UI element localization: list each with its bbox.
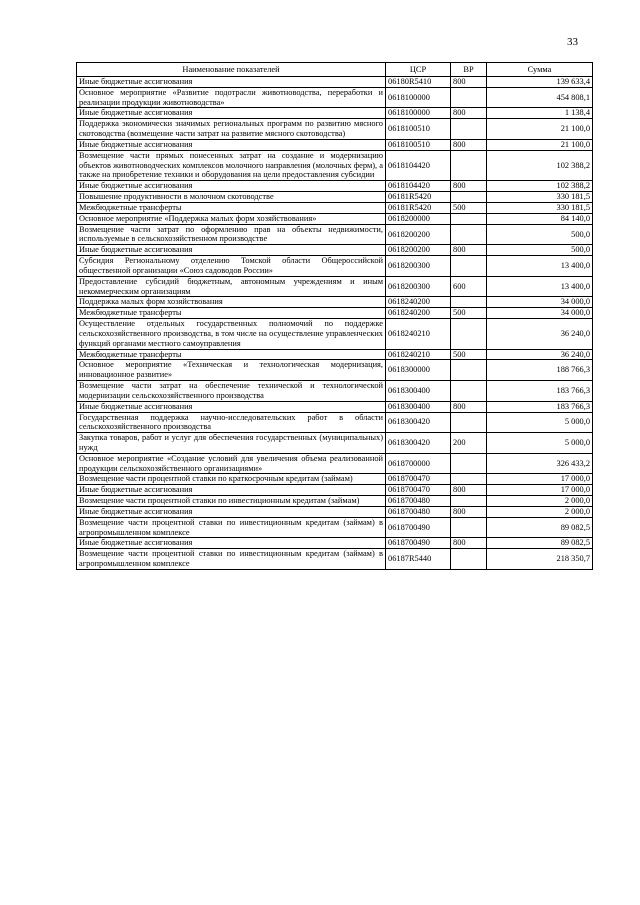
row-sum: 326 433,2	[487, 453, 593, 474]
row-sum: 454 808,1	[487, 87, 593, 108]
table-row	[77, 319, 593, 349]
row-vr	[451, 213, 487, 224]
row-name: Иные бюджетные ассигнования	[77, 108, 386, 119]
row-sum: 2 000,0	[487, 496, 593, 507]
table-row	[77, 517, 593, 538]
row-sum: 218 350,7	[487, 549, 593, 570]
row-vr	[451, 549, 487, 570]
row-name: Возмещение части затрат по оформлению прав на объекты недвижимости, используемые в сельскохозяйственном производстве	[77, 224, 386, 245]
row-csr: 0618300420	[386, 433, 451, 454]
row-sum: 188 766,3	[487, 360, 593, 381]
row-name: Межбюджетные трансферты	[77, 349, 386, 360]
row-name: Иные бюджетные ассигнования	[77, 401, 386, 412]
table-row	[77, 202, 593, 213]
row-csr: 0618240200	[386, 308, 451, 319]
table-row	[77, 150, 593, 180]
table-row	[77, 496, 593, 507]
row-vr	[451, 360, 487, 381]
table-row	[77, 506, 593, 517]
row-vr	[451, 119, 487, 140]
table-body	[77, 77, 593, 570]
table-row	[77, 108, 593, 119]
table-row	[77, 139, 593, 150]
row-name: Возмещение части процентной ставки по краткосрочным кредитам (займам)	[77, 474, 386, 485]
row-name: Иные бюджетные ассигнования	[77, 181, 386, 192]
row-csr: 0618100000	[386, 108, 451, 119]
row-vr	[451, 256, 487, 277]
table-row	[77, 276, 593, 297]
row-csr: 06181R5420	[386, 202, 451, 213]
row-csr: 0618240210	[386, 319, 451, 349]
row-name: Иные бюджетные ассигнования	[77, 245, 386, 256]
row-sum: 17 000,0	[487, 474, 593, 485]
row-vr	[451, 319, 487, 349]
row-name: Возмещение части затрат на обеспечение технической и технологической модернизации сельскохозяйственного производства	[77, 381, 386, 402]
table-row	[77, 213, 593, 224]
row-csr: 0618200300	[386, 256, 451, 277]
row-vr: 600	[451, 276, 487, 297]
row-name: Поддержка малых форм хозяйствования	[77, 297, 386, 308]
row-sum: 330 181,5	[487, 192, 593, 203]
row-vr: 500	[451, 308, 487, 319]
row-csr: 0618200000	[386, 213, 451, 224]
row-csr: 0618700490	[386, 538, 451, 549]
row-vr	[451, 453, 487, 474]
row-name: Иные бюджетные ассигнования	[77, 538, 386, 549]
table-row	[77, 245, 593, 256]
header-sum: Сумма	[487, 63, 593, 77]
row-sum: 34 000,0	[487, 297, 593, 308]
header-csr: ЦСР	[386, 63, 451, 77]
table-row	[77, 192, 593, 203]
row-sum: 36 240,0	[487, 319, 593, 349]
row-csr: 0618100000	[386, 87, 451, 108]
row-name: Субсидия Региональному отделению Томской области Общероссийской общественной организации «Союз садоводов России»	[77, 256, 386, 277]
row-vr: 800	[451, 181, 487, 192]
row-csr: 0618100510	[386, 119, 451, 140]
table-row	[77, 119, 593, 140]
row-name: Основное мероприятие «Создание условий для увеличения объема реализованной продукции сельскохозяйственного организациями»	[77, 453, 386, 474]
row-vr	[451, 412, 487, 433]
row-csr: 0618700470	[386, 474, 451, 485]
row-vr: 800	[451, 485, 487, 496]
row-vr: 500	[451, 202, 487, 213]
row-csr: 0618200200	[386, 245, 451, 256]
row-vr: 800	[451, 108, 487, 119]
row-vr	[451, 474, 487, 485]
row-csr: 06181R5420	[386, 192, 451, 203]
row-csr: 0618200300	[386, 276, 451, 297]
row-sum: 102 388,2	[487, 181, 593, 192]
row-name: Государственная поддержка научно-исследовательских работ в области сельскохозяйственного производства	[77, 412, 386, 433]
row-sum: 21 100,0	[487, 139, 593, 150]
row-sum: 36 240,0	[487, 349, 593, 360]
row-name: Возмещение части процентной ставки по инвестиционным кредитам (займам) в агропромышленном комплексе	[77, 517, 386, 538]
table-row	[77, 549, 593, 570]
row-name: Повышение продуктивности в молочном скотоводстве	[77, 192, 386, 203]
table-row	[77, 401, 593, 412]
row-sum: 102 388,2	[487, 150, 593, 180]
row-vr: 800	[451, 401, 487, 412]
row-name: Возмещение части процентной ставки по инвестиционным кредитам (займам)	[77, 496, 386, 507]
row-csr: 0618104420	[386, 150, 451, 180]
row-sum: 330 181,5	[487, 202, 593, 213]
row-csr: 0618700000	[386, 453, 451, 474]
table-row	[77, 77, 593, 88]
row-vr	[451, 297, 487, 308]
row-csr: 0618700480	[386, 496, 451, 507]
row-sum: 84 140,0	[487, 213, 593, 224]
row-csr: 0618104420	[386, 181, 451, 192]
table-row	[77, 453, 593, 474]
row-sum: 5 000,0	[487, 433, 593, 454]
header-name: Наименование показателей	[77, 63, 386, 77]
table-row	[77, 181, 593, 192]
row-name: Иные бюджетные ассигнования	[77, 506, 386, 517]
row-sum: 183 766,3	[487, 401, 593, 412]
row-csr: 0618700470	[386, 485, 451, 496]
row-sum: 5 000,0	[487, 412, 593, 433]
row-csr: 06180R5410	[386, 77, 451, 88]
table-row	[77, 87, 593, 108]
row-vr	[451, 496, 487, 507]
page-number: 33	[567, 36, 578, 48]
row-vr: 800	[451, 77, 487, 88]
row-name: Возмещение части прямых понесенных затрат на создание и модернизацию объектов животноводческих комплексов молочного направления (молочных ферм), а также на приобретение техники и оборудования на цели предоставления субсидии	[77, 150, 386, 180]
row-sum: 500,0	[487, 245, 593, 256]
row-csr: 0618700490	[386, 517, 451, 538]
row-vr	[451, 87, 487, 108]
header-vr: ВР	[451, 63, 487, 77]
row-sum: 89 082,5	[487, 517, 593, 538]
row-csr: 0618240210	[386, 349, 451, 360]
row-vr	[451, 224, 487, 245]
row-vr: 800	[451, 506, 487, 517]
row-vr: 800	[451, 139, 487, 150]
row-vr	[451, 381, 487, 402]
row-sum: 21 100,0	[487, 119, 593, 140]
row-csr: 0618300400	[386, 401, 451, 412]
row-csr: 06187R5440	[386, 549, 451, 570]
table-row	[77, 360, 593, 381]
row-name: Возмещение части процентной ставки по инвестиционным кредитам (займам) в агропромышленном комплексе	[77, 549, 386, 570]
row-vr	[451, 150, 487, 180]
row-sum: 89 082,5	[487, 538, 593, 549]
row-sum: 13 400,0	[487, 256, 593, 277]
row-vr: 800	[451, 538, 487, 549]
table-row	[77, 381, 593, 402]
row-name: Закупка товаров, работ и услуг для обеспечения государственных (муниципальных) нужд	[77, 433, 386, 454]
row-sum: 34 000,0	[487, 308, 593, 319]
row-csr: 0618240200	[386, 297, 451, 308]
table-row	[77, 349, 593, 360]
row-csr: 0618300400	[386, 381, 451, 402]
budget-table	[76, 62, 593, 570]
table-row	[77, 485, 593, 496]
row-csr: 0618200200	[386, 224, 451, 245]
row-name: Поддержка экономически значимых региональных программ по развитию мясного скотоводства (возмещение части затрат на развитие мясного скотоводства)	[77, 119, 386, 140]
table-row	[77, 308, 593, 319]
row-vr: 200	[451, 433, 487, 454]
row-vr: 500	[451, 349, 487, 360]
row-csr: 0618300420	[386, 412, 451, 433]
row-sum: 183 766,3	[487, 381, 593, 402]
row-name: Основное мероприятие «Техническая и технологическая модернизация, инновационное развитие»	[77, 360, 386, 381]
row-sum: 2 000,0	[487, 506, 593, 517]
row-vr	[451, 517, 487, 538]
row-name: Основное мероприятие «Развитие подотрасли животноводства, переработки и реализации продукции животноводства»	[77, 87, 386, 108]
row-csr: 0618100510	[386, 139, 451, 150]
table-row	[77, 297, 593, 308]
row-name: Основное мероприятие «Поддержка малых форм хозяйствования»	[77, 213, 386, 224]
row-sum: 17 000,0	[487, 485, 593, 496]
row-name: Иные бюджетные ассигнования	[77, 139, 386, 150]
row-vr: 800	[451, 245, 487, 256]
table-row	[77, 224, 593, 245]
table-row	[77, 474, 593, 485]
row-csr: 0618700480	[386, 506, 451, 517]
row-sum: 13 400,0	[487, 276, 593, 297]
table-row	[77, 433, 593, 454]
row-name: Осуществление отдельных государственных полномочий по поддержке сельскохозяйственного производства, в том числе на осуществление управленческих функций органами местного самоуправления	[77, 319, 386, 349]
table-header-row	[77, 63, 593, 77]
row-name: Межбюджетные трансферты	[77, 202, 386, 213]
row-sum: 139 633,4	[487, 77, 593, 88]
table-row	[77, 538, 593, 549]
table-row	[77, 256, 593, 277]
row-sum: 1 138,4	[487, 108, 593, 119]
row-name: Предоставление субсидий бюджетным, автономным учреждениям и иным некоммерческим организациям	[77, 276, 386, 297]
row-csr: 0618300000	[386, 360, 451, 381]
row-name: Иные бюджетные ассигнования	[77, 485, 386, 496]
table-row	[77, 412, 593, 433]
row-name: Межбюджетные трансферты	[77, 308, 386, 319]
row-vr	[451, 192, 487, 203]
row-sum: 500,0	[487, 224, 593, 245]
row-name: Иные бюджетные ассигнования	[77, 77, 386, 88]
